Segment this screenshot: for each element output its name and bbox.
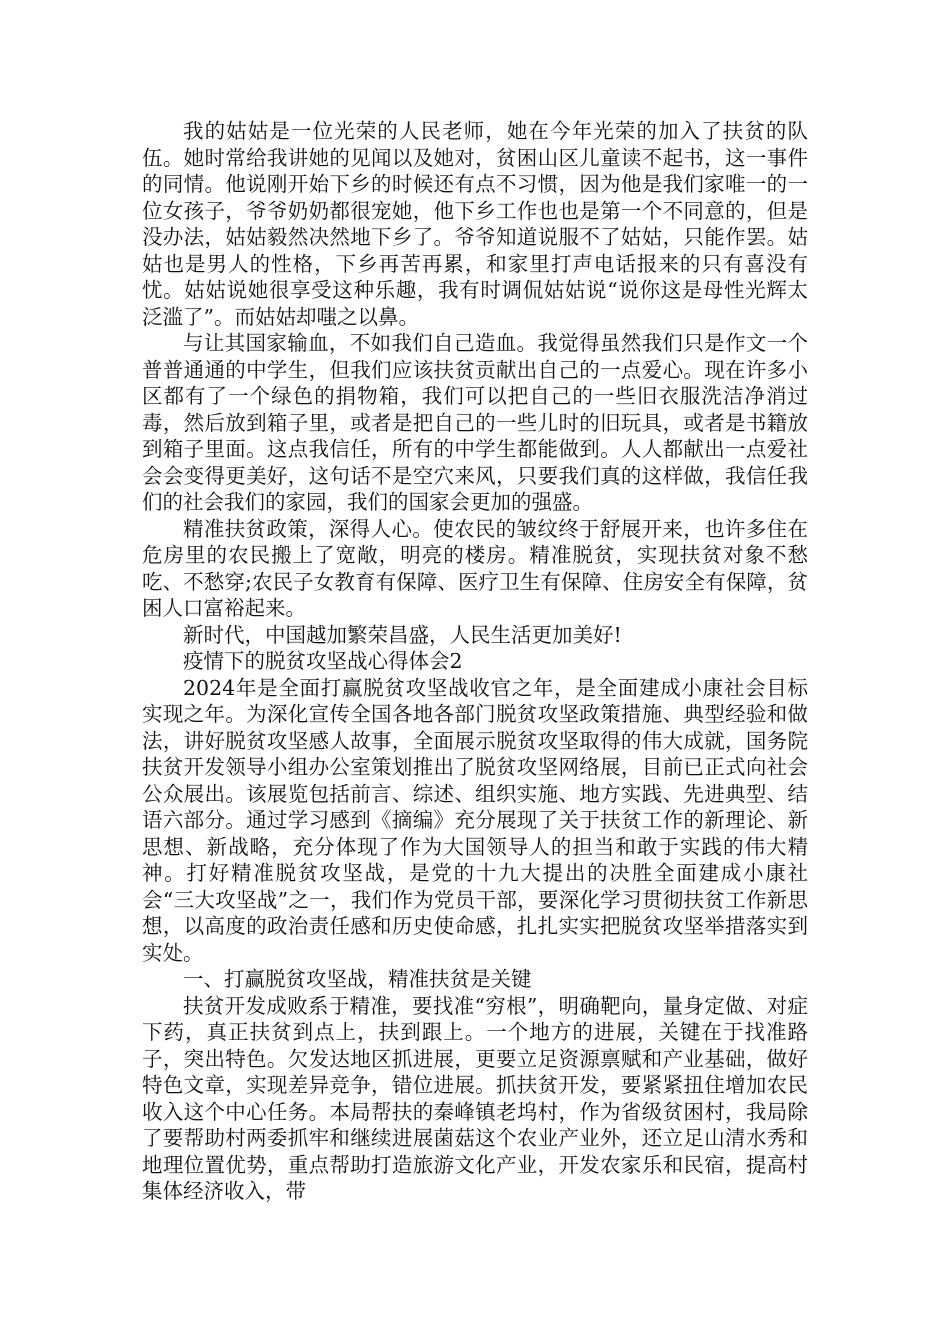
section-title: 疫情下的脱贫攻坚战心得体会2 [183,649,463,673]
paragraph-self-help: 与让其国家输血，不如我们自己造血。我觉得虽然我们只是作文一个普普通通的中学生，但我们应该扶贫贡献出自己的一点爱心。现在许多小区都有了一个绿色的捐物箱，我们可以把自己的一些旧衣服洗洁净消过毒，然后放到箱子里，或者是把自己的一些儿时的旧玩具，或者是书籍放到箱子里面。这点我信任，所有的中学生都能做到。人人都献出一点爱社会会变得更美好，这句话不是空穴来风，只要我们真的这样做，我信任我们的社会我们的家园，我们的国家会更加的强盛。 [142,331,808,514]
paragraph-2024: 2024年是全面打赢脱贫攻坚战收官之年，是全面建成小康社会目标实现之年。为深化宣传全国各地各部门脱贫攻坚政策措施、典型经验和做法，讲好脱贫攻坚感人故事，全面展示脱贫攻坚取得的伟大成就，国务院扶贫开发领导小组办公室策划推出了脱贫攻坚网络展，目前已正式向社会公众展出。该展览包括前言、综述、组织实施、地方实践、先进典型、结语六部分。通过学习感到《摘编》充分展现了关于扶贫工作的新理论、新思想、新战略，充分体现了作为大国领导人的担当和敢于实践的伟大精神。打好精准脱贫攻坚战，是党的十九大提出的决胜全面建成小康社会“三大攻坚战”之一，我们作为党员干部，要深化学习贯彻扶贫工作新思想，以高度的政治责任感和历史使命感，扎扎实实把脱贫攻坚举措落实到实处。 [142,675,808,965]
paragraph-precision-policy: 精准扶贫政策，深得人心。使农民的皱纹终于舒展开来，也许多住在危房里的农民搬上了宽敞，明亮的楼房。精准脱贫，实现扶贫对象不愁吃、不愁穿;农民子女教育有保障、医疗卫生有保障、住房安全有保障，贫困人口富裕起来。 [142,516,808,620]
paragraph-precision: 扶贫开发成败系于精准，要找准“穷根”，明确靶向，量身定做、对症下药，真正扶贫到点上，扶到跟上。一个地方的进展，关键在于找准路子，突出特色。欠发达地区抓进展，更要立足资源禀赋和产业基础，做好特色文章，实现差异竞争，错位进展。抓扶贫开发，要紧紧扭住增加农民收入这个中心任务。本局帮扶的秦峰镇老坞村，作为省级贫困村，我局除了要帮助村两委抓牢和继续进展菌菇这个农业产业外，还立足山清水秀和地理位置优势，重点帮助打造旅游文化产业，开发农家乐和民宿，提高村集体经济收入，带 [142,993,808,1203]
paragraph-new-era: 新时代，中国越加繁荣昌盛，人民生活更加美好! [183,622,622,647]
paragraph-aunt-story: 我的姑姑是一位光荣的人民老师，她在今年光荣的加入了扶贫的队伍。她时常给我讲她的见闻以及她对，贫困山区儿童读不起书，这一事件的同情。他说刚开始下乡的时候还有点不习惯，因为他是我们家唯一的一位女孩子，爷爷奶奶都很宠她，他下乡工作也也是第一个不同意的，但是没办法，姑姑毅然决然地下乡了。爷爷知道说服不了姑姑，只能作罢。姑姑也是男人的性格，下乡再苦再累，和家里打声电话报来的只有喜没有忧。姑姑说她很享受这种乐趣，我有时调侃姑姑说“说你这是母性光辉太泛滥了”。而姑姑却嗤之以鼻。 [142,119,808,329]
subheading-key: 一、打赢脱贫攻坚战，精准扶贫是关键 [183,967,532,991]
document-body [142,118,808,1205]
